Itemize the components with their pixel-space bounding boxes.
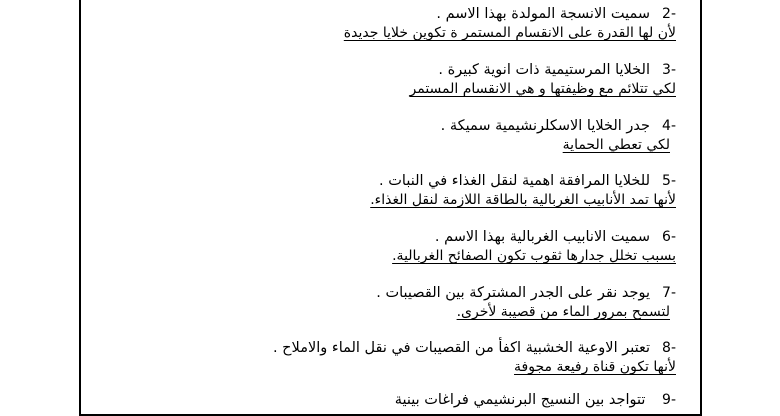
item-number: 7- [662, 285, 676, 301]
question-text: الخلايا المرستيمية ذات انوية كبيرة . [438, 62, 650, 78]
answer-text: بسبب تخلل جدارها ثقوب تكون الصفائح الغربالية. [392, 248, 676, 264]
item-number: 8- [662, 340, 676, 356]
question-text: يوجد نقر على الجدر المشتركة بين القصيبات . [376, 285, 650, 301]
question-text: للخلايا المرافقة اهمية لنقل الغذاء في النبات . [379, 173, 650, 189]
item-number: 2- [662, 6, 676, 22]
question-text: تتواجد بين النسيج البرنشيمي فراغات بينية [394, 392, 646, 408]
list-item [196, 5, 676, 42]
question-text: تعتبر الاوعية الخشبية اكفأ من القصيبات في نقل الماء والاملاح . [272, 340, 650, 356]
answer-text: لكي تتلائم مع وظيفتها و هي الانقسام المستمر [409, 81, 676, 97]
answer-text: لتسمح بمرور الماء من قصيبة لأخرى. [456, 304, 670, 320]
item-number: 9- [662, 392, 676, 408]
item-number: 3- [662, 62, 676, 78]
item-number: 6- [662, 229, 676, 245]
partial-list-item [395, 392, 676, 408]
list-item [196, 284, 676, 321]
item-number: 4- [662, 118, 676, 134]
question-text: سميت الانابيب الغربالية بهذا الاسم . [434, 229, 650, 245]
list-item [196, 61, 676, 98]
answer-text: لكي تعطي الحماية [562, 137, 670, 153]
answer-text: لأن لها القدرة على الانقسام المستمر ة تكوين خلايا جديدة [343, 25, 676, 41]
list-item [196, 172, 676, 209]
question-text: سميت الانسجة المولدة بهذا الاسم . [436, 6, 650, 22]
answer-text: لأنها تكون قناة رفيعة مجوفة [514, 359, 676, 375]
item-number: 5- [662, 173, 676, 189]
list-item [196, 339, 676, 376]
answer-text: لأنها تمد الأنابيب الغربالية بالطاقة اللازمة لنقل الغذاء. [370, 192, 676, 208]
question-text: جدر الخلايا الاسكلرنشيمية سميكة . [440, 118, 650, 134]
list-item [196, 228, 676, 265]
list-item [196, 117, 676, 154]
